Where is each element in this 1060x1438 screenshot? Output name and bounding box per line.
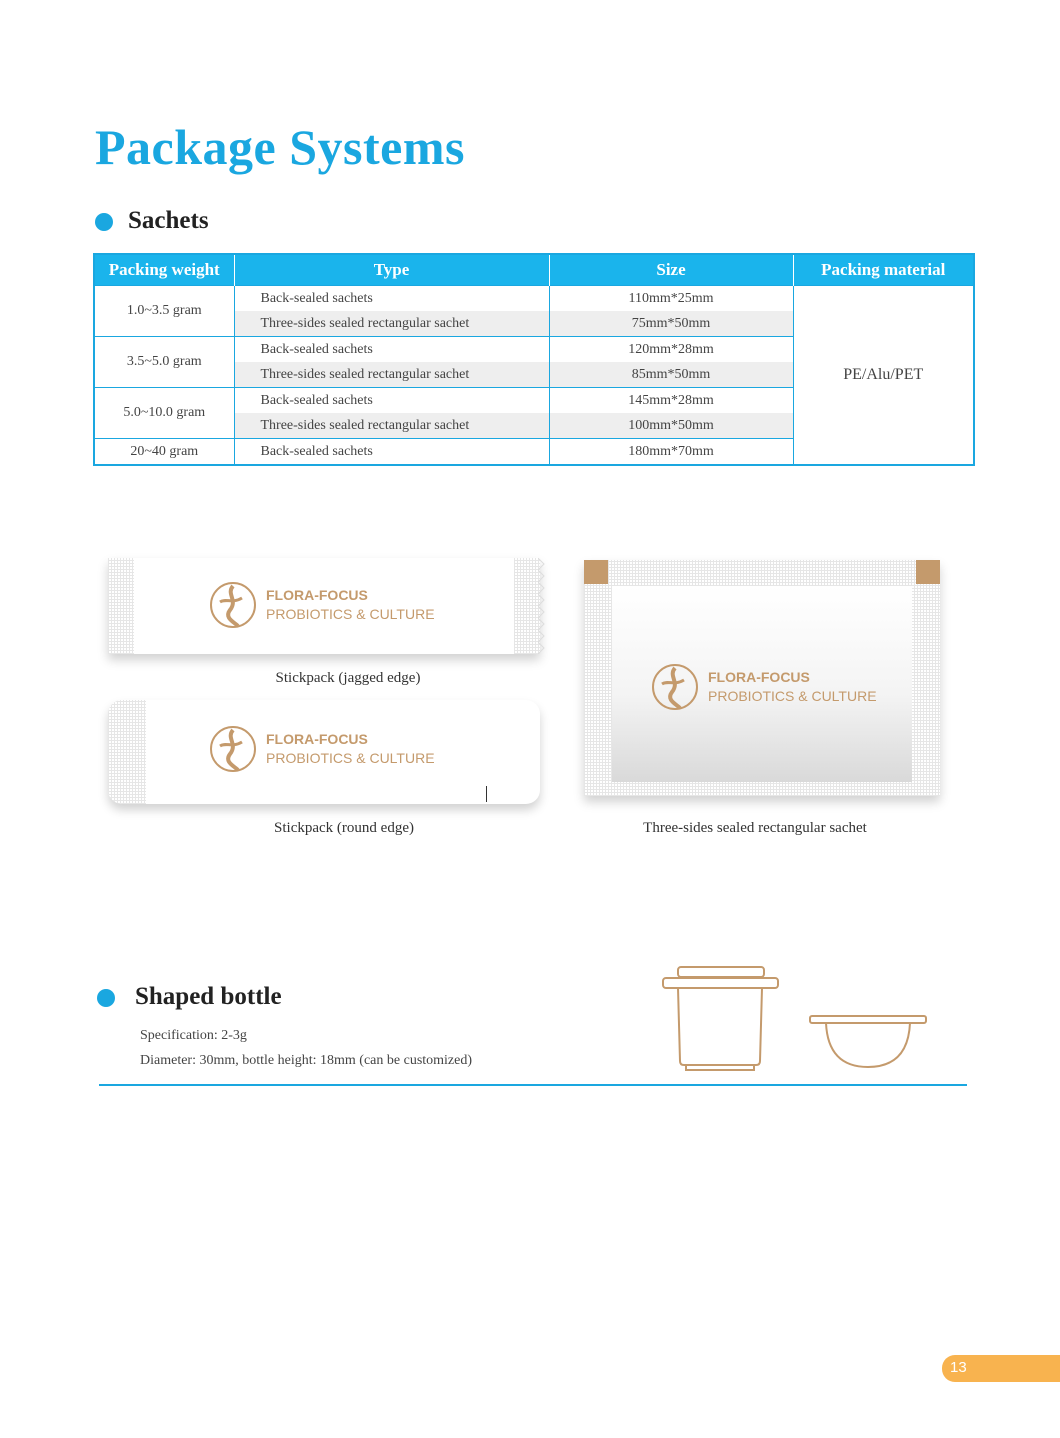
brand-logo	[208, 724, 435, 774]
type-cell: Three-sides sealed rectangular sachet	[234, 413, 549, 439]
sachets-heading: Sachets	[128, 207, 209, 234]
brand-logo	[208, 580, 435, 630]
seal-edge	[514, 558, 540, 654]
material-cell: PE/Alu/PET	[793, 286, 974, 466]
header-packing-material: Packing material	[793, 254, 974, 286]
sachet-spec-table	[93, 253, 975, 466]
brand-tagline: PROBIOTICS & CULTURE	[266, 750, 435, 766]
bottle-front-view-icon	[660, 965, 780, 1073]
shaped-bottle-heading: Shaped bottle	[135, 983, 282, 1010]
type-cell: Back-sealed sachets	[234, 286, 549, 312]
type-cell: Back-sealed sachets	[234, 337, 549, 363]
bottle-side-view-icon	[806, 1012, 930, 1072]
size-cell: 110mm*25mm	[549, 286, 793, 312]
brand-logo	[650, 662, 877, 712]
weight-cell: 3.5~5.0 gram	[94, 337, 234, 388]
three-sides-caption: Three-sides sealed rectangular sachet	[643, 820, 867, 836]
corner-mark	[584, 560, 608, 584]
tear-notch	[486, 786, 487, 802]
section-bullet	[95, 213, 113, 231]
weight-cell: 1.0~3.5 gram	[94, 286, 234, 337]
brand-name: FLORA-FOCUS	[266, 587, 368, 603]
seal-edge	[108, 700, 146, 804]
type-cell: Back-sealed sachets	[234, 439, 549, 466]
table-row	[94, 286, 974, 312]
flora-focus-logo-icon	[208, 724, 258, 774]
header-packing-weight: Packing weight	[94, 254, 234, 286]
size-cell: 180mm*70mm	[549, 439, 793, 466]
brand-tagline: PROBIOTICS & CULTURE	[266, 606, 435, 622]
stickpack-jagged-image	[108, 558, 540, 654]
size-cell: 85mm*50mm	[549, 362, 793, 388]
weight-cell: 20~40 gram	[94, 439, 234, 466]
bottle-diameter: Diameter: 30mm, bottle height: 18mm (can be customized)	[140, 1053, 473, 1068]
stickpack-jagged-caption: Stickpack (jagged edge)	[275, 670, 421, 686]
section-divider	[99, 1084, 967, 1086]
weight-cell: 5.0~10.0 gram	[94, 388, 234, 439]
size-cell: 75mm*50mm	[549, 311, 793, 337]
seal-edge	[108, 558, 134, 654]
size-cell: 120mm*28mm	[549, 337, 793, 363]
type-cell: Back-sealed sachets	[234, 388, 549, 414]
page-number: 13	[950, 1359, 967, 1376]
table-header-row	[94, 254, 974, 286]
page-title: Package Systems	[95, 119, 465, 175]
flora-focus-logo-icon	[650, 662, 700, 712]
type-cell: Three-sides sealed rectangular sachet	[234, 362, 549, 388]
section-bullet	[97, 989, 115, 1007]
bottle-specification: Specification: 2-3g	[140, 1028, 247, 1043]
brand-name: FLORA-FOCUS	[708, 669, 810, 685]
corner-mark	[916, 560, 940, 584]
flora-focus-logo-icon	[208, 580, 258, 630]
brand-name: FLORA-FOCUS	[266, 731, 368, 747]
size-cell: 100mm*50mm	[549, 413, 793, 439]
type-cell: Three-sides sealed rectangular sachet	[234, 311, 549, 337]
brand-tagline: PROBIOTICS & CULTURE	[708, 688, 877, 704]
three-sides-sachet-image	[584, 560, 940, 796]
stickpack-round-image	[108, 700, 540, 804]
header-type: Type	[234, 254, 549, 286]
jagged-edge-icon	[538, 558, 546, 654]
header-size: Size	[549, 254, 793, 286]
size-cell: 145mm*28mm	[549, 388, 793, 414]
stickpack-round-caption: Stickpack (round edge)	[274, 820, 414, 836]
